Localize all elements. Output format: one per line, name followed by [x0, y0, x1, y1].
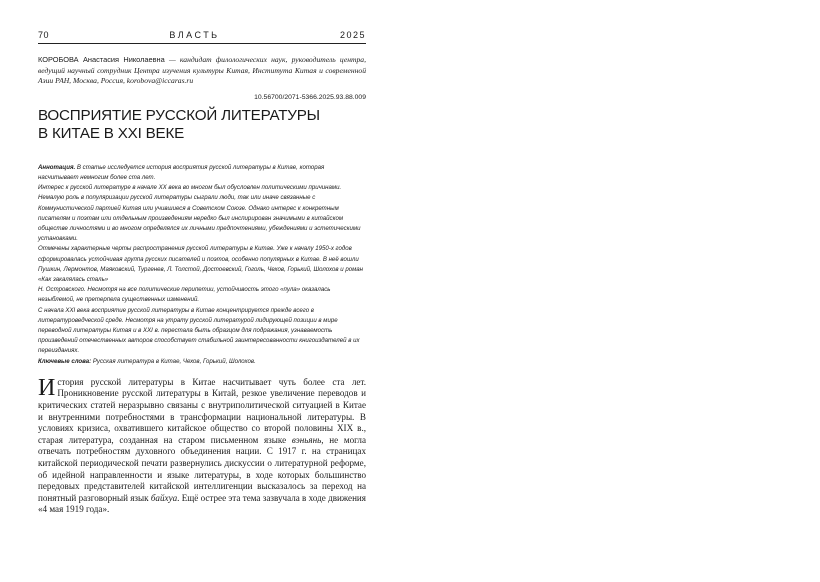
term-baihua: байхуа	[150, 492, 178, 503]
running-header	[38, 30, 366, 44]
journal-name: ВЛАСТЬ	[169, 30, 220, 40]
abstract-paragraph: Аннотация. В статье исследуется история восприятия русской литературы в Китае, которая насчитывает немногим более ста лет.	[38, 163, 325, 181]
doi: 10.56700/2071-5366.2025.93.88.009	[254, 93, 366, 101]
journal-year: 2025	[339, 30, 366, 40]
author-name: КОРОБОВА Анастасия Николаевна	[38, 55, 165, 64]
abstract-label: Аннотация.	[38, 163, 76, 171]
abstract	[38, 163, 366, 357]
author-description: — кандидат филологических наук, руководитель центра, ведущий научный сотрудник Центра изучения культуры Китая, Института Китая и современной Азии РАН, Москва, Россия, korobova@iccaras.ru	[38, 55, 366, 86]
title-line-1: ВОСПРИЯТИЕ РУССКОЙ ЛИТЕРАТУРЫ	[38, 106, 320, 124]
body-text	[38, 374, 366, 516]
term-wenyan: вэньянь	[291, 434, 322, 445]
abstract-paragraph: Н. Островского. Несмотря на все политические перипетии, устойчивость этого «пула» оказалась незыблемой, не претерпела существенных изменений.	[38, 286, 331, 304]
keywords-text: Русская литература в Китае, Чехов, Горький, Шолохов.	[91, 357, 256, 365]
author-info	[38, 55, 366, 87]
page-number: 70	[38, 30, 50, 40]
article-title	[38, 107, 366, 144]
drop-cap: И	[38, 374, 56, 401]
body-paragraph: История русской литературы в Китае насчитывает чуть более ста лет. Проникновение русской литературы в Китай, резкое увеличение переводов и критических статей неразрывно связаны с внутриполитической ситуацией в Китае и внутренними потребностями в трансформации национальной литературы. В условиях кризиса, охватившего китайское общество со второй половины XIX в., старая литература, созданная на старом письменном языке вэньянь, не могла отвечать потребностям духовного объединения нации. С 1917 г. на страницах китайской периодической печати развернулись дискуссии о литературной реформе, об идейной направленности и языке литературы, в ходе которых большинство передовых представителей китайской интеллигенции высказалось за переход на понятный разговорный язык байхуа. Ещё острее эта тема зазвучала в ходе движения «4 мая 1919 года».	[38, 374, 366, 515]
abstract-paragraph: С начала XXI века восприятие русской литературы в Китае концентрируется прежде всего в литературоведческой среде. Несмотря на утрату русской литературой лидирующей позиции в мире переводной литературы Китая и в XXI в. перестала быть образцом для подражания, узнаваемость произведений отечественных авторов способствует стабильной заинтересованности книгоиздателей в их переизданиях.	[38, 306, 360, 355]
journal-page	[38, 30, 366, 516]
keywords	[38, 357, 366, 367]
abstract-paragraph: Отмечены характерные черты распространения русской литературы в Китае. Уже к началу 1950-х годов сформировалась устойчивая группа русских писателей и поэтов, особенно популярных в Китае. В неё вошли Пушкин, Лермонтов, Маяковский, Тургенев, Л. Толстой, Достоевский, Гоголь, Чехов, Горький, Шолохов и роман «Как закалялась сталь»	[38, 245, 364, 284]
title-line-2: В КИТАЕ В XXI ВЕКЕ	[38, 125, 185, 143]
keywords-label: Ключевые слова:	[38, 357, 92, 365]
abstract-paragraph: Интерес к русской литературе в начале XX века во многом был обусловлен политическими причинами. Немалую роль в популяризации русской литературы сыграли люди, так или иначе связанные с Коммунистической партией Китая или учившиеся в Советском Союзе. Однако интерес к конкретным писателям и поэтам или отдельным произведениям нередко был инспирирован значимыми в китайском обществе личностями и во многом определялся их личными предпочтениями, убеждениями и эстетическими установками.	[38, 184, 361, 243]
